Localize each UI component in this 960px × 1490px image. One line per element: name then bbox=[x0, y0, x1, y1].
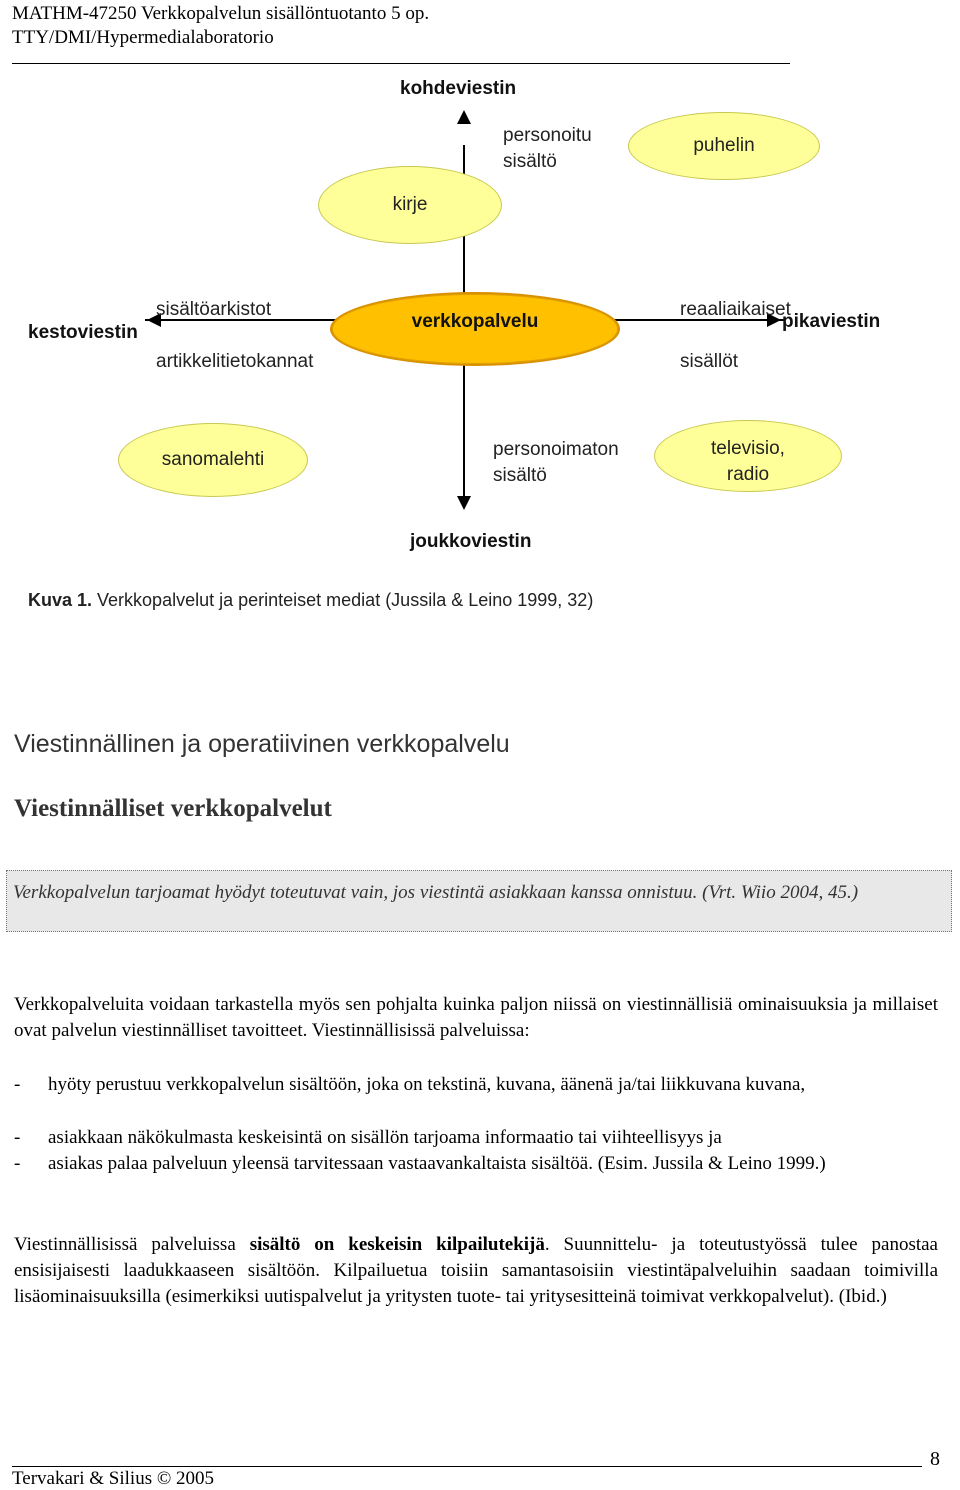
figure-caption bbox=[28, 588, 593, 612]
label-artikkelitietokannat: artikkelitietokannat bbox=[156, 351, 314, 372]
label-sisaltoarkistot: sisältöarkistot bbox=[156, 299, 272, 320]
figure-caption-number: Kuva 1. bbox=[28, 590, 93, 610]
oval-verkkopalvelu-label: verkkopalvelu bbox=[411, 311, 539, 332]
list-item-text: asiakkaan näkökulmasta keskeisintä on sisällön tarjoama informaatio tai viihteellisyys ja bbox=[48, 1127, 722, 1148]
label-personoimaton: personoimaton bbox=[493, 439, 619, 460]
label-kestoviestin: kestoviestin bbox=[28, 322, 138, 343]
label-sisalto-upper: sisältö bbox=[503, 151, 557, 172]
label-pikaviestin: pikaviestin bbox=[782, 311, 881, 332]
label-sisalto-lower: sisältö bbox=[493, 465, 547, 486]
list-bullet: - bbox=[14, 1074, 21, 1095]
arrow-down-icon bbox=[457, 496, 471, 510]
paragraph-competition-emphasis: sisältö on keskeisin kilpailutekijä bbox=[249, 1234, 545, 1255]
paragraph-competition bbox=[14, 1232, 938, 1310]
footer-copyright: Tervakari & Silius © 2005 bbox=[12, 1468, 215, 1489]
page-number: 8 bbox=[930, 1448, 940, 1470]
oval-puhelin bbox=[628, 112, 820, 180]
paragraph-competition-start: Viestinnällisissä palveluissa bbox=[14, 1234, 250, 1255]
label-reaaliaikaiset: reaaliaikaiset bbox=[680, 299, 791, 320]
footer-rule bbox=[12, 1466, 922, 1467]
label-personoitu: personoitu bbox=[503, 125, 592, 146]
label-kohdeviestin: kohdeviestin bbox=[400, 78, 517, 99]
figure-caption-text: Verkkopalvelut ja perinteiset mediat (Jussila & Leino 1999, 32) bbox=[92, 590, 594, 610]
list-bullet: - bbox=[14, 1127, 21, 1148]
list-item-text: hyöty perustuu verkkopalvelun sisältöön, joka on tekstinä, kuvana, äänenä ja/tai liikkuvana kuvana, bbox=[48, 1074, 806, 1095]
oval-televisio bbox=[654, 420, 842, 492]
header-department: TTY/DMI/Hypermedialaboratorio bbox=[12, 27, 274, 48]
arrow-up-icon bbox=[457, 110, 471, 124]
label-sisallot: sisällöt bbox=[680, 351, 739, 372]
oval-puhelin-label: puhelin bbox=[693, 135, 755, 156]
oval-kirje bbox=[318, 166, 502, 244]
list-item-text: asiakas palaa palveluun yleensä tarvitessaan vastaavankaltaista sisältöä. (Esim. Jussila & Leino 1999.) bbox=[48, 1153, 826, 1174]
subsection-heading: Viestinnälliset verkkopalvelut bbox=[14, 795, 332, 822]
oval-televisio-line2: radio bbox=[726, 464, 770, 485]
paragraph-intro: Verkkopalveluita voidaan tarkastella myös sen pohjalta kuinka paljon niissä on viestinnällisiä ominaisuuksia ja millaiset ovat palvelun viestinnälliset tavoitteet. Viestinnällisissä palveluissa: bbox=[14, 994, 938, 1041]
header-course: MATHM-47250 Verkkopalvelun sisällöntuotanto 5 op. bbox=[12, 3, 430, 24]
list-bullet: - bbox=[14, 1153, 21, 1174]
oval-televisio-line1: televisio, bbox=[711, 438, 785, 459]
highlight-box: Verkkopalvelun tarjoamat hyödyt toteutuvat vain, jos viestintä asiakkaan kanssa onnistuu. (Vrt. Wiio 2004, 45.) bbox=[6, 870, 952, 932]
oval-kirje-label: kirje bbox=[392, 194, 428, 215]
oval-sanomalehti-label: sanomalehti bbox=[161, 449, 265, 470]
paragraph-competition-end: . Suunnittelu- ja toteutustyössä tulee panostaa ensisijaisesti laadukkaaseen sisältöön. Kilpailuetua toisiin samantasoisiin viestintäpalveluihin saadaan toimivilla lisäominaisuuksilla (esimerkiksi uutispalvelut ja yritysten tuote- tai yritysesitteinä toimivat verkkopalvelut). (Ibid.) bbox=[14, 1234, 938, 1307]
section-heading: Viestinnällinen ja operatiivinen verkkopalvelu bbox=[14, 730, 510, 758]
label-joukkoviestin: joukkoviestin bbox=[410, 531, 532, 552]
oval-verkkopalvelu bbox=[330, 292, 620, 366]
oval-sanomalehti bbox=[118, 423, 308, 497]
